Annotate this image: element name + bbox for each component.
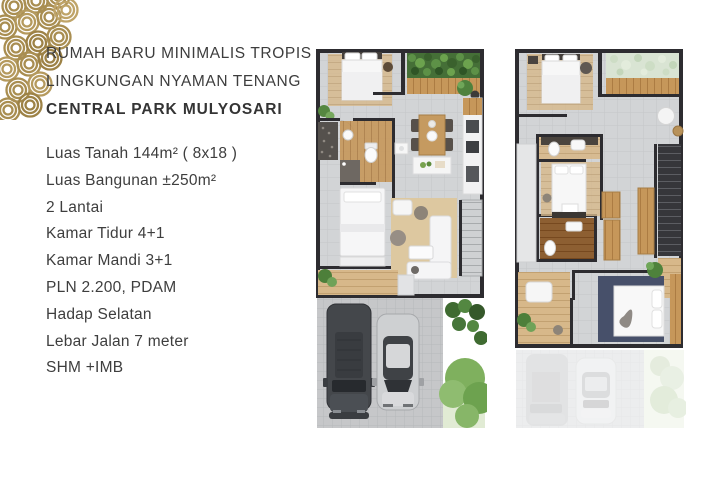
bathroom-3: [540, 218, 594, 259]
bathroom-2: [539, 137, 600, 159]
upper-deck: [606, 78, 679, 96]
project-name: CENTRAL PARK MULYOSARI: [46, 101, 283, 118]
living-room: [390, 198, 457, 279]
spec-lantai: 2 Lantai: [46, 198, 104, 216]
pebble-garden: [318, 122, 338, 160]
carport-suv: [323, 304, 375, 419]
ghost-garden: [644, 350, 686, 428]
spec-luas-tanah: Luas Tanah 144m² ( 8x18 ): [46, 145, 238, 162]
spec-kamar-tidur: Kamar Tidur 4+1: [46, 225, 165, 243]
carport: [317, 298, 443, 428]
bedroom-3: [527, 54, 593, 110]
side-garden: [439, 299, 487, 428]
bedroom-4: [541, 162, 600, 218]
headline: [46, 40, 316, 124]
kitchen-counter: [463, 98, 482, 194]
headline-line2: LINGKUNGAN NYAMAN TENANG: [46, 73, 301, 90]
headline-line1: RUMAH BARU MINIMALIS TROPIS: [46, 45, 312, 62]
hall-vanity: [395, 143, 408, 154]
spec-kamar-mandi: Kamar Mandi 3+1: [46, 252, 173, 270]
ghost-carport: [516, 350, 686, 428]
stairs-l1: [459, 200, 482, 276]
dining-set: [411, 115, 453, 174]
bedroom-2: [340, 188, 385, 266]
spec-pln-pdam: PLN 2.200, PDAM: [46, 278, 177, 296]
spec-list: [46, 141, 316, 382]
ghost-sedan: [576, 358, 616, 424]
carport-sedan: [372, 314, 424, 410]
green-roof-strip: [606, 53, 679, 78]
floorplan-level1-image: [315, 48, 487, 430]
ghost-suv: [526, 354, 568, 426]
spec-shm-imb: SHM +IMB: [46, 359, 124, 377]
balcony: [517, 272, 570, 344]
listing-text-block: [46, 40, 316, 382]
void-strip: [517, 144, 536, 262]
floorplan-level2-image: [514, 48, 686, 430]
spec-luas-bangunan: Luas Bangunan ±250m²: [46, 171, 217, 189]
wardrobe: [602, 192, 620, 260]
garden-hedge: [407, 53, 480, 78]
bathroom-1: [340, 121, 392, 182]
spec-lebar-jalan: Lebar Jalan 7 meter: [46, 332, 189, 350]
spec-hadap: Hadap Selatan: [46, 305, 152, 323]
